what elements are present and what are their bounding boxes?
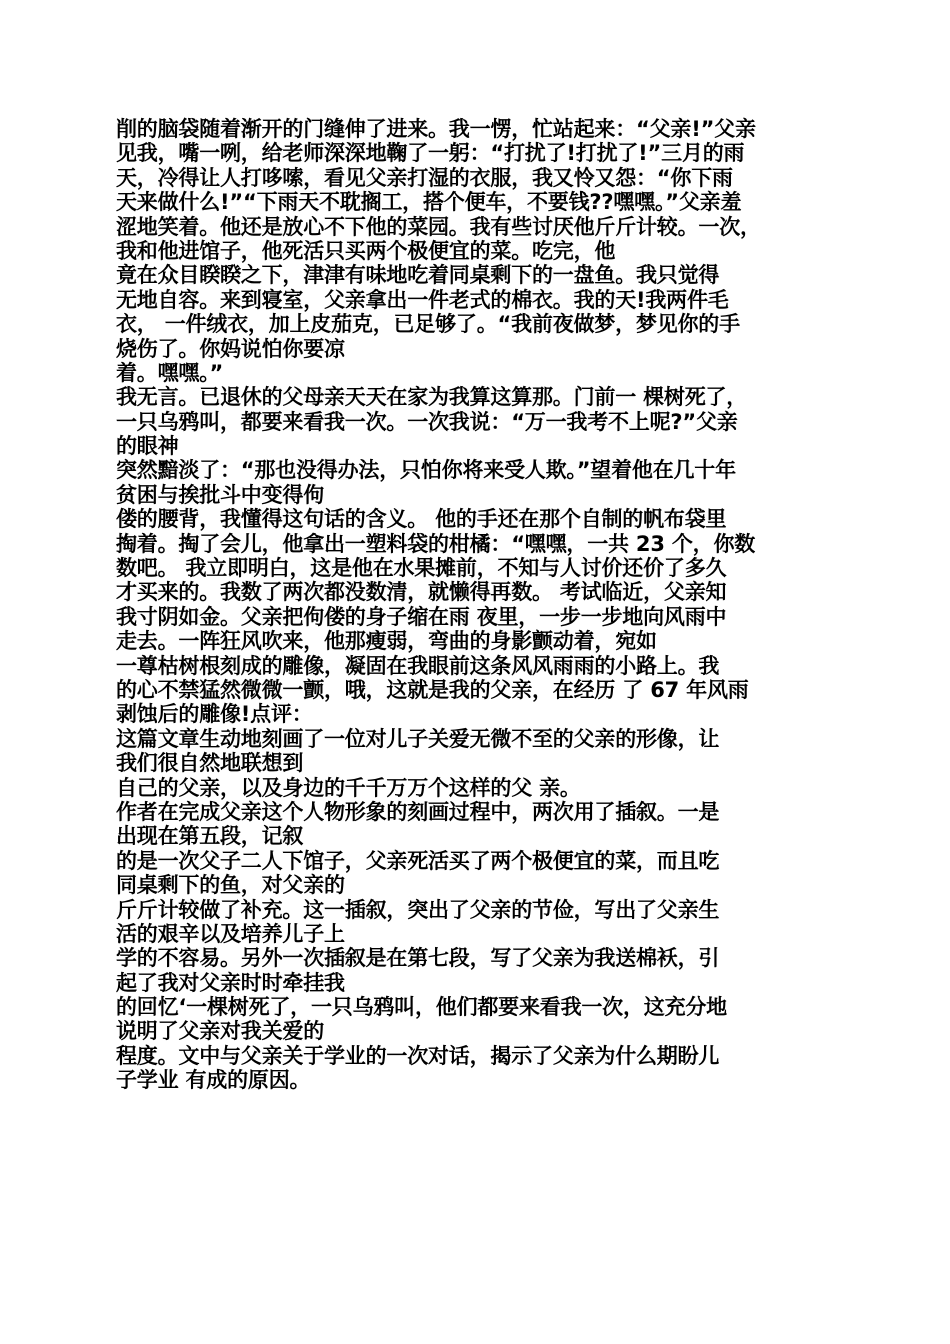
text-line: 我和他进馆子，他死活只买两个极便宜的菜。吃完，他 xyxy=(116,238,616,263)
text-line: 竟在众目睽睽之下，津津有味地吃着同桌剩下的一盘鱼。我只觉得 xyxy=(116,263,720,288)
text-line: 自己的父亲，以及身边的千千万万个这样的父 亲。 xyxy=(116,775,581,800)
text-line: 程度。文中与父亲关于学业的一次对话，揭示了父亲为什么期盼儿 xyxy=(116,1043,720,1068)
text-line: 一只乌鸦叫，都要来看我一次。一次我说：“万一我考不上呢?”父亲 xyxy=(116,409,738,434)
text-line: 天，冷得让人打哆嗦，看见父亲打湿的衣服，我又怜又怨：“你下雨 xyxy=(116,165,733,190)
text-line: 偻的腰背，我懂得这句话的含义。 他的手还在那个自制的帆布袋里 xyxy=(116,507,727,532)
document-body-text xyxy=(116,117,846,1093)
text-line: 一尊枯树根刻成的雕像，凝固在我眼前这条风风雨雨的小路上。我 xyxy=(116,653,720,678)
text-line: 涩地笑着。他还是放心不下他的菜园。我有些讨厌他斤斤计较。一次， xyxy=(116,214,761,239)
text-line: 我寸阴如金。父亲把佝偻的身子缩在雨 夜里，一步一步地向风雨中 xyxy=(116,604,727,629)
text-line: 才买来的。我数了两次都没数清，就懒得再数。 考试临近，父亲知 xyxy=(116,580,727,605)
text-line: 着。嘿嘿。” xyxy=(116,360,224,385)
text-line: 的心不禁猛然微微一颤，哦，这就是我的父亲，在经历 了 67 年风雨 xyxy=(116,677,749,702)
text-line: 见我，嘴一咧，给老师深深地鞠了一躬：“打扰了!打扰了!”三月的雨 xyxy=(116,141,745,166)
text-line: 我们很自然地联想到 xyxy=(116,751,304,776)
text-line: 同桌剩下的鱼，对父亲的 xyxy=(116,873,345,898)
text-line: 我无言。已退休的父母亲天天在家为我算这算那。门前一 棵树死了， xyxy=(116,385,748,410)
text-line: 削的脑袋随着渐开的门缝伸了进来。我一愣，忙站起来：“父亲!”父亲 xyxy=(116,117,756,141)
text-line: 活的艰辛以及培养儿子上 xyxy=(116,921,345,946)
text-line: 作者在完成父亲这个人物形象的刻画过程中，两次用了插叙。一是 xyxy=(116,799,720,824)
text-line: 剥蚀后的雕像!点评： xyxy=(116,702,313,727)
text-line: 子学业 有成的原因。 xyxy=(116,1068,311,1093)
text-line: 的回忆‘一棵树死了，一只乌鸦叫，他们都要来看我一次，这充分地 xyxy=(116,995,727,1020)
text-line: 学的不容易。另外一次插叙是在第七段，写了父亲为我送棉袄，引 xyxy=(116,946,720,971)
text-line: 掏着。掏了会儿，他拿出一塑料袋的柑橘：“嘿嘿，一共 23 个，你数 xyxy=(116,531,756,556)
text-line: 的眼神 xyxy=(116,434,179,459)
text-line: 贫困与挨批斗中变得佝 xyxy=(116,482,324,507)
text-line: 衣， 一件绒衣，加上皮茄克，已足够了。“我前夜做梦，梦见你的手 xyxy=(116,312,740,337)
text-line: 这篇文章生动地刻画了一位对儿子关爱无微不至的父亲的形像，让 xyxy=(116,726,720,751)
text-line: 无地自容。来到寝室，父亲拿出一件老式的棉衣。我的天!我两件毛 xyxy=(116,287,729,312)
text-line: 的是一次父子二人下馆子，父亲死活买了两个极便宜的菜，而且吃 xyxy=(116,848,720,873)
text-line: 斤斤计较做了补充。这一插叙，突出了父亲的节俭，写出了父亲生 xyxy=(116,897,720,922)
text-line: 烧伤了。你妈说怕你要凉 xyxy=(116,336,345,361)
text-line: 数吧。 我立即明白，这是他在水果摊前，不知与人讨价还价了多久 xyxy=(116,556,727,581)
text-line: 走去。一阵狂风吹来，他那瘦弱，弯曲的身影颤动着，宛如 xyxy=(116,629,657,654)
text-line: 出现在第五段，记叙 xyxy=(116,824,304,849)
text-line: 天来做什么!”“下雨天不耽搁工，搭个便车，不要钱??嘿嘿。”父亲羞 xyxy=(116,190,742,215)
text-line: 突然黯淡了：“那也没得办法，只怕你将来受人欺。”望着他在几十年 xyxy=(116,458,736,483)
text-line: 起了我对父亲时时牵挂我 xyxy=(116,970,345,995)
text-line: 说明了父亲对我关爱的 xyxy=(116,1019,324,1044)
